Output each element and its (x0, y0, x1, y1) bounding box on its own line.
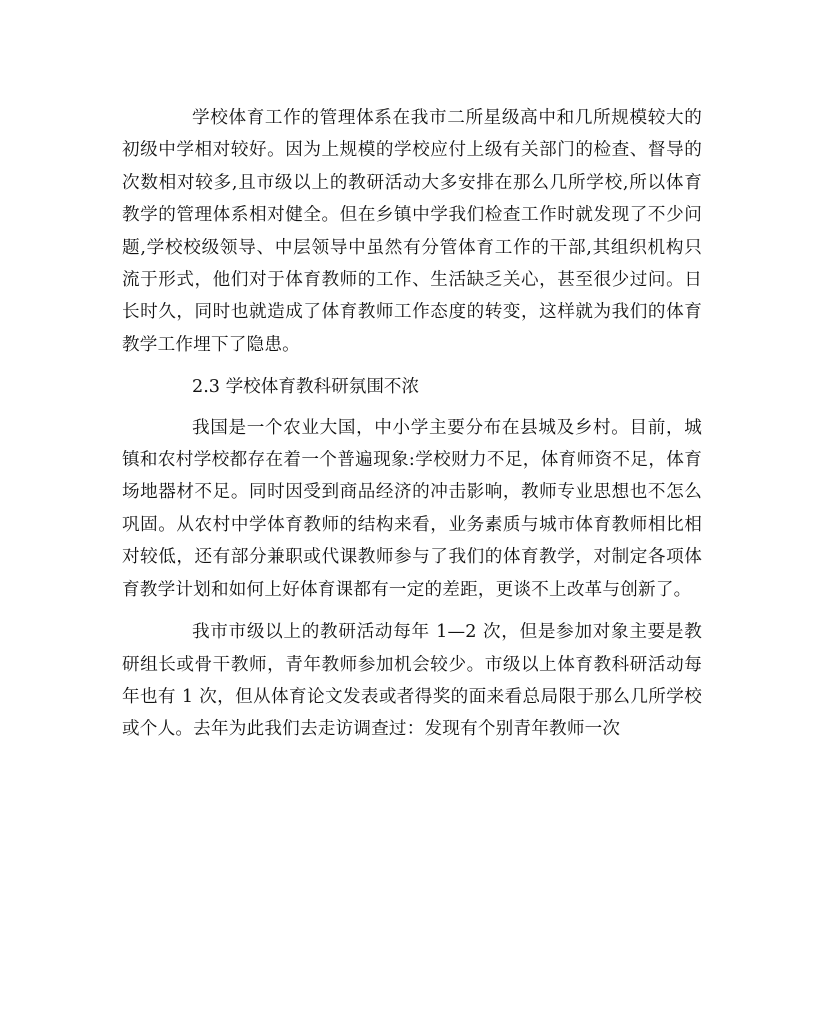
paragraph-research-activities: 我市市级以上的教研活动每年 1—2 次，但是参加对象主要是教研组长或骨干教师，青年教师参加机会较少。市级以上体育教科研活动每年也有 1 次，但从体育论文发表或者得奖的面来看总局限于那么几所学校或个人。去年为此我们去走访调查过：发现有个别青年教师一次 (122, 622, 702, 740)
paragraph-rural-schools: 我国是一个农业大国，中小学主要分布在县城及乡村。目前，城镇和农村学校都存在着一个普遍现象:学校财力不足，体育师资不足，体育场地器材不足。同时因受到商品经济的冲击影响，教师专业思想也不怎么巩固。从农村中学体育教师的结构来看，业务素质与城市体育教师相比相对较低，还有部分兼职或代课教师参与了我们的体育教学，对制定各项体育教学计划和如何上好体育课都有一定的差距，更谈不上改革与创新了。 (122, 417, 702, 600)
document-body (122, 102, 702, 746)
paragraph-management-system: 学校体育工作的管理体系在我市二所星级高中和几所规模较大的初级中学相对较好。因为上规模的学校应付上级有关部门的检查、督导的次数相对较多,且市级以上的教研活动大多安排在那么几所学校,所以体育教学的管理体系相对健全。但在乡镇中学我们检查工作时就发现了不少问题,学校校级领导、中层领导中虽然有分管体育工作的干部,其组织机构只流于形式，他们对于体育教师的工作、生活缺乏关心，甚至很少过问。日长时久，同时也就造成了体育教师工作态度的转变，这样就为我们的体育教学工作埋下了隐患。 (122, 108, 702, 355)
section-heading-2-3: 2.3 学校体育教科研氛围不浓 (192, 377, 420, 398)
